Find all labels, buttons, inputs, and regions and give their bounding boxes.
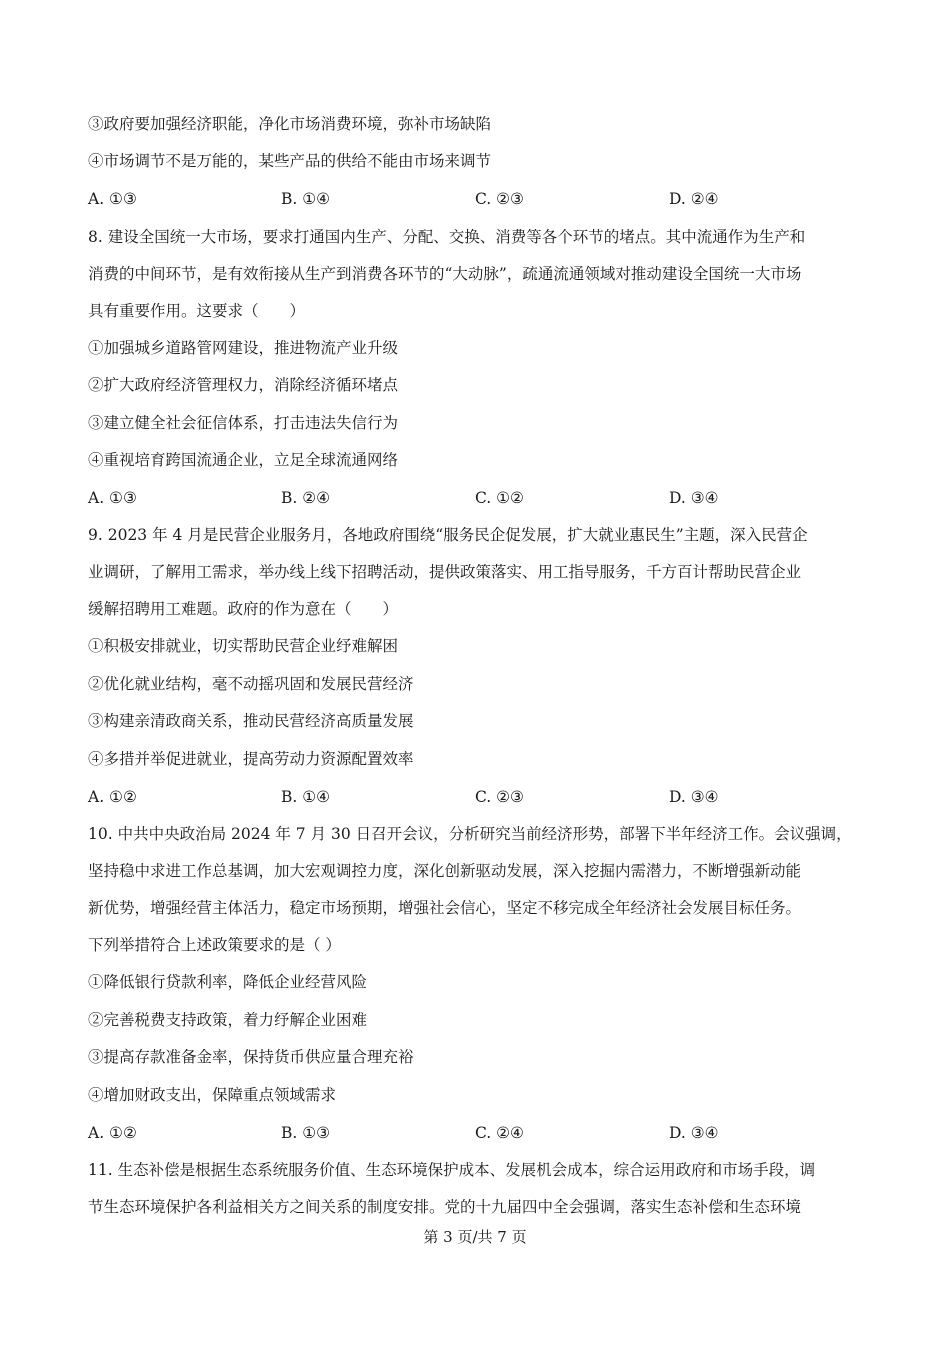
q8-stem-line: 8. 建设全国统一大市场，要求打通国内生产、分配、交换、消费等各个环节的堵点。其中流通作为生产和 <box>88 228 806 246</box>
q7-option-a[interactable]: A. ①③ <box>88 190 137 208</box>
q8-item-1: ①加强城乡道路管网建设，推进物流产业升级 <box>88 339 399 357</box>
q11-stem-line: 节生态环境保护各利益相关方之间关系的制度安排。党的十九届四中全会强调，落实生态补偿和生态环境 <box>88 1198 802 1216</box>
q9-stem-line: 业调研，了解用工需求，举办线上线下招聘活动，提供政策落实、用工指导服务，千方百计帮助民营企业 <box>88 563 802 581</box>
q10-option-c[interactable]: C. ②④ <box>475 1124 524 1142</box>
q8-options <box>88 487 868 509</box>
q9-item-3: ③构建亲清政商关系，推动民营经济高质量发展 <box>88 712 414 730</box>
q8-stem-line: 消费的中间环节，是有效衔接从生产到消费各环节的“大动脉”，疏通流通领域对推动建设全国统一大市场 <box>88 265 802 283</box>
page-number-footer: 第 3 页/共 7 页 <box>423 1228 527 1246</box>
q8-item-2: ②扩大政府经济管理权力，消除经济循环堵点 <box>88 376 399 394</box>
q8-item-3: ③建立健全社会征信体系，打击违法失信行为 <box>88 414 399 432</box>
q10-options <box>88 1122 868 1144</box>
q9-option-d[interactable]: D. ③④ <box>669 788 719 806</box>
q9-option-a[interactable]: A. ①② <box>88 788 137 806</box>
q8-option-c[interactable]: C. ①② <box>475 489 524 507</box>
q8-item-4: ④重视培育跨国流通企业，立足全球流通网络 <box>88 451 399 469</box>
q10-item-1: ①降低银行贷款利率，降低企业经营风险 <box>88 973 368 991</box>
q7-item-4: ④市场调节不是万能的，某些产品的供给不能由市场来调节 <box>88 152 492 170</box>
q8-option-d[interactable]: D. ③④ <box>669 489 719 507</box>
q10-option-b[interactable]: B. ①③ <box>281 1124 331 1142</box>
q10-stem-line: 下列举措符合上述政策要求的是（ ） <box>88 936 341 954</box>
q9-option-b[interactable]: B. ①④ <box>281 788 331 806</box>
q8-option-a[interactable]: A. ①③ <box>88 489 137 507</box>
q9-options <box>88 786 868 808</box>
q10-option-d[interactable]: D. ③④ <box>669 1124 719 1142</box>
q9-stem-line: 缓解招聘用工难题。政府的作为意在（ ） <box>88 600 399 618</box>
q9-stem-line: 9. 2023 年 4 月是民营企业服务月，各地政府围绕“服务民企促发展，扩大就业惠民生”主题，深入民营企 <box>88 526 808 544</box>
q10-item-4: ④增加财政支出，保障重点领域需求 <box>88 1086 337 1104</box>
q7-option-c[interactable]: C. ②③ <box>475 190 524 208</box>
q9-item-2: ②优化就业结构，毫不动摇巩固和发展民营经济 <box>88 675 414 693</box>
q10-stem-line: 新优势，增强经营主体活力，稳定市场预期，增强社会信心，坚定不移完成全年经济社会发展目标任务。 <box>88 899 802 917</box>
q11-stem-line: 11. 生态补偿是根据生态系统服务价值、生态环境保护成本、发展机会成本，综合运用政府和市场手段，调 <box>88 1161 816 1179</box>
q10-option-a[interactable]: A. ①② <box>88 1124 137 1142</box>
q10-stem-line: 坚持稳中求进工作总基调，加大宏观调控力度，深化创新驱动发展，深入挖掘内需潜力，不断增强新动能 <box>88 862 802 880</box>
q9-option-c[interactable]: C. ②③ <box>475 788 524 806</box>
q10-item-2: ②完善税费支持政策，着力纾解企业困难 <box>88 1011 368 1029</box>
q9-item-1: ①积极安排就业，切实帮助民营企业纾难解困 <box>88 637 399 655</box>
q9-item-4: ④多措并举促进就业，提高劳动力资源配置效率 <box>88 750 414 768</box>
q10-item-3: ③提高存款准备金率，保持货币供应量合理充裕 <box>88 1048 414 1066</box>
q8-option-b[interactable]: B. ②④ <box>281 489 331 507</box>
q8-stem-line: 具有重要作用。这要求（ ） <box>88 302 306 320</box>
q10-stem-line: 10. 中共中央政治局 2024 年 7 月 30 日召开会议，分析研究当前经济形势，部署下半年经济工作。会议强调， <box>88 825 852 843</box>
q7-option-d[interactable]: D. ②④ <box>669 190 719 208</box>
q7-option-b[interactable]: B. ①④ <box>281 190 331 208</box>
q7-item-3: ③政府要加强经济职能，净化市场消费环境，弥补市场缺陷 <box>88 115 492 133</box>
q7-options <box>88 188 868 210</box>
